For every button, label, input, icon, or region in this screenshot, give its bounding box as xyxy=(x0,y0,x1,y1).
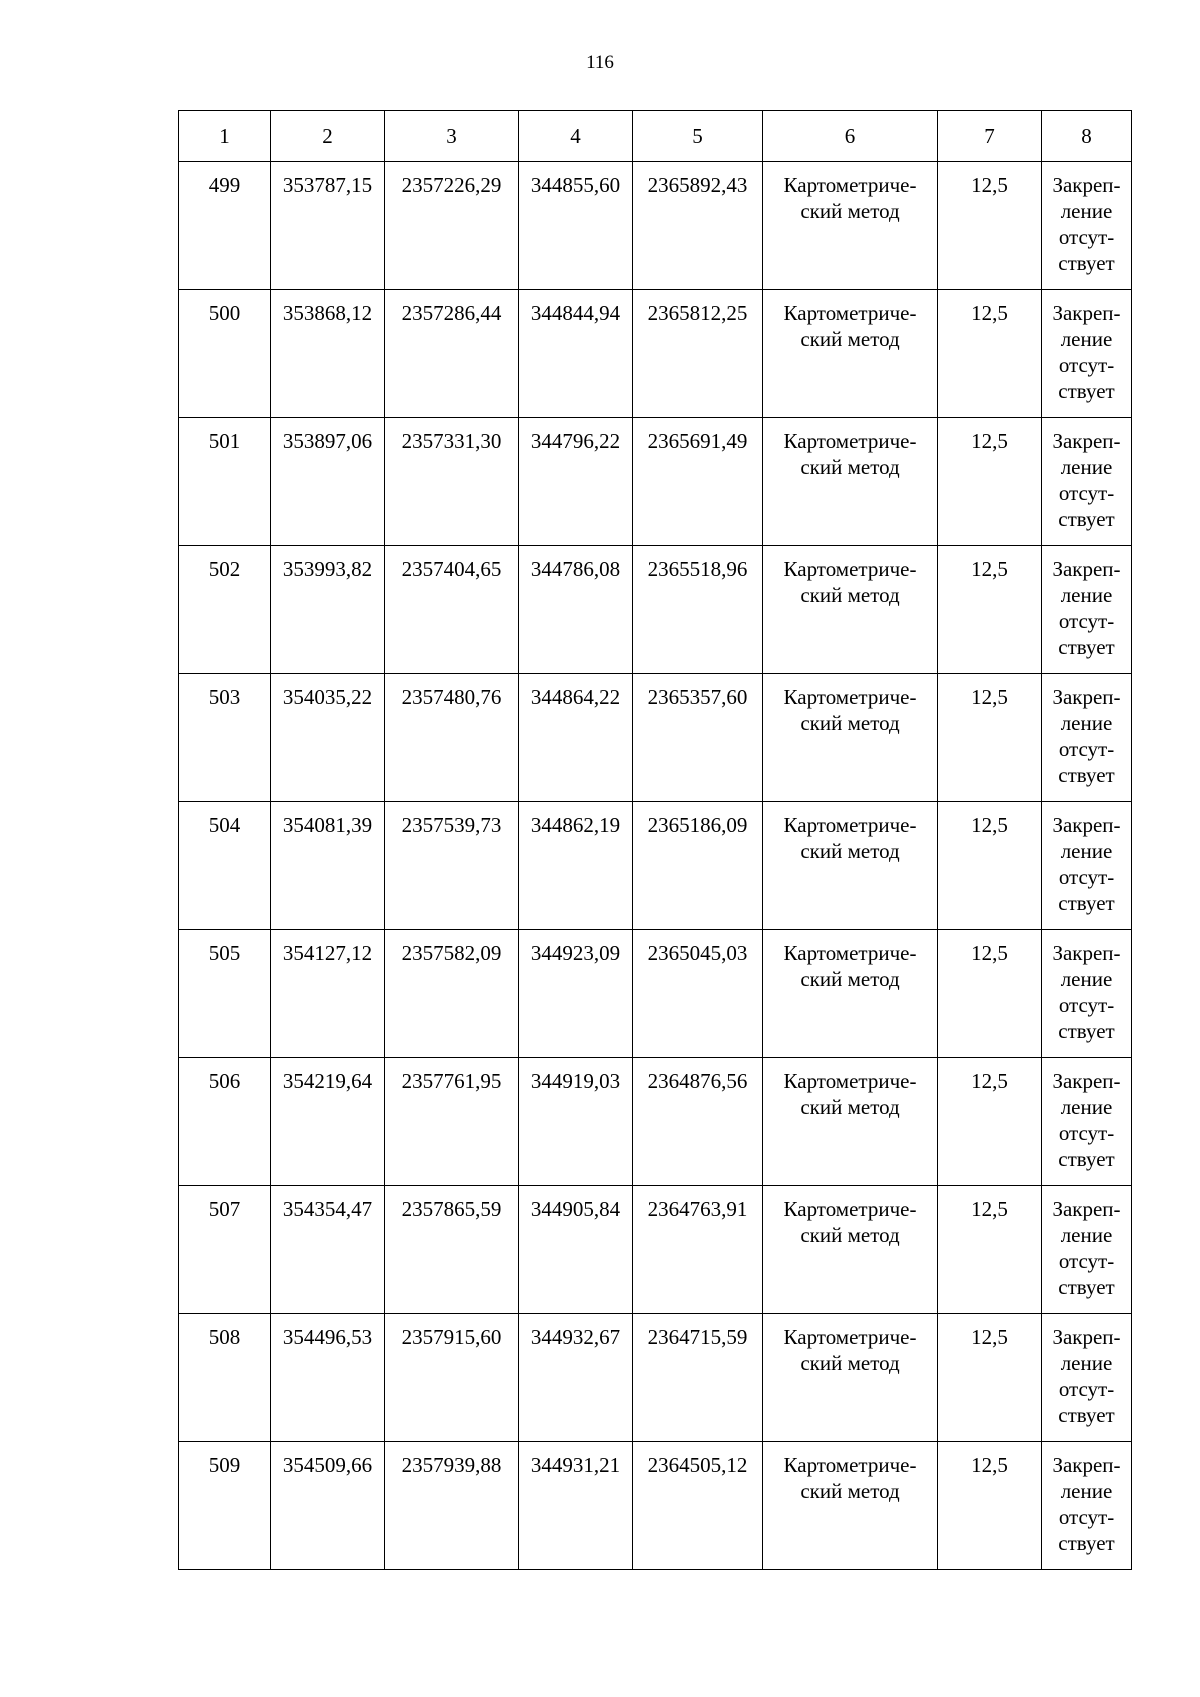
cell-text: Картометриче- ский метод xyxy=(783,557,917,607)
page-number: 116 xyxy=(586,52,614,73)
cell-text: 2357939,88 xyxy=(401,1453,502,1477)
y-old-cell xyxy=(385,1442,519,1570)
cell-text: 2365812,25 xyxy=(647,301,748,325)
y-new-cell xyxy=(633,162,763,290)
y-old-cell xyxy=(385,162,519,290)
cell-text: 12,5 xyxy=(971,941,1008,965)
fixing-cell xyxy=(1042,674,1132,802)
cell-text: 2357286,44 xyxy=(401,301,502,325)
x-old-cell xyxy=(271,674,385,802)
point-number-cell xyxy=(179,1058,271,1186)
cell-text: 354496,53 xyxy=(282,1325,373,1349)
cell-text: 500 xyxy=(208,301,241,325)
point-number-cell xyxy=(179,1314,271,1442)
fixing-cell xyxy=(1042,290,1132,418)
method-cell xyxy=(763,1442,938,1570)
cell-text: 505 xyxy=(208,941,241,965)
x-new-cell xyxy=(519,1058,633,1186)
cell-text: 344932,67 xyxy=(530,1325,621,1349)
table-body xyxy=(179,162,1132,1570)
cell-text: 2357915,60 xyxy=(401,1325,502,1349)
table-row xyxy=(179,930,1132,1058)
point-number-cell xyxy=(179,290,271,418)
cell-text: Картометриче- ский метод xyxy=(783,813,917,863)
x-old-cell xyxy=(271,1058,385,1186)
cell-text: 12,5 xyxy=(971,557,1008,581)
cell-text: 2365045,03 xyxy=(647,941,748,965)
header-cell: 1 xyxy=(179,111,271,162)
method-cell xyxy=(763,930,938,1058)
cell-text: Закреп- ление отсут- ствует xyxy=(1052,1197,1121,1299)
cell-text: 344786,08 xyxy=(530,557,621,581)
cell-text: 12,5 xyxy=(971,173,1008,197)
cell-text: 12,5 xyxy=(971,685,1008,709)
cell-text: 501 xyxy=(208,429,241,453)
y-old-cell xyxy=(385,1186,519,1314)
cell-text: 344796,22 xyxy=(530,429,621,453)
cell-text: Закреп- ление отсут- ствует xyxy=(1052,1453,1121,1555)
cell-text: 12,5 xyxy=(971,1453,1008,1477)
method-cell xyxy=(763,802,938,930)
cell-text: 509 xyxy=(208,1453,241,1477)
cell-text: 353868,12 xyxy=(282,301,373,325)
y-new-cell xyxy=(633,1442,763,1570)
x-new-cell xyxy=(519,162,633,290)
cell-text: 499 xyxy=(208,173,241,197)
x-new-cell xyxy=(519,1442,633,1570)
cell-text: 2365518,96 xyxy=(647,557,748,581)
cell-text: Картометриче- ский метод xyxy=(783,1453,917,1503)
table-row xyxy=(179,674,1132,802)
cell-text: 508 xyxy=(208,1325,241,1349)
cell-text: 344931,21 xyxy=(530,1453,621,1477)
accuracy-cell xyxy=(938,546,1042,674)
cell-text: Закреп- ление отсут- ствует xyxy=(1052,1069,1121,1171)
cell-text: 12,5 xyxy=(971,813,1008,837)
header-cell: 7 xyxy=(938,111,1042,162)
table-row xyxy=(179,1058,1132,1186)
cell-text: 2357539,73 xyxy=(401,813,502,837)
cell-text: 2357404,65 xyxy=(401,557,502,581)
point-number-cell xyxy=(179,546,271,674)
cell-text: 2364505,12 xyxy=(647,1453,748,1477)
header-cell: 6 xyxy=(763,111,938,162)
cell-text: 344862,19 xyxy=(530,813,621,837)
y-new-cell xyxy=(633,290,763,418)
cell-text: 2365691,49 xyxy=(647,429,748,453)
x-new-cell xyxy=(519,546,633,674)
y-new-cell xyxy=(633,802,763,930)
cell-text: 354354,47 xyxy=(282,1197,373,1221)
y-new-cell xyxy=(633,674,763,802)
accuracy-cell xyxy=(938,674,1042,802)
y-old-cell xyxy=(385,674,519,802)
cell-text: Картометриче- ский метод xyxy=(783,429,917,479)
cell-text: 506 xyxy=(208,1069,241,1093)
y-new-cell xyxy=(633,1186,763,1314)
x-old-cell xyxy=(271,290,385,418)
x-new-cell xyxy=(519,418,633,546)
method-cell xyxy=(763,1186,938,1314)
table-row xyxy=(179,290,1132,418)
cell-text: 354127,12 xyxy=(282,941,373,965)
table-header xyxy=(179,111,1132,162)
cell-text: 12,5 xyxy=(971,1069,1008,1093)
cell-text: 12,5 xyxy=(971,429,1008,453)
cell-text: 503 xyxy=(208,685,241,709)
x-old-cell xyxy=(271,418,385,546)
x-new-cell xyxy=(519,930,633,1058)
accuracy-cell xyxy=(938,290,1042,418)
cell-text: 2364876,56 xyxy=(647,1069,748,1093)
accuracy-cell xyxy=(938,418,1042,546)
cell-text: 2357331,30 xyxy=(401,429,502,453)
cell-text: Закреп- ление отсут- ствует xyxy=(1052,1325,1121,1427)
cell-text: Закреп- ление отсут- ствует xyxy=(1052,173,1121,275)
y-old-cell xyxy=(385,1058,519,1186)
accuracy-cell xyxy=(938,1442,1042,1570)
method-cell xyxy=(763,418,938,546)
accuracy-cell xyxy=(938,802,1042,930)
header-cell: 3 xyxy=(385,111,519,162)
cell-text: 507 xyxy=(208,1197,241,1221)
table-row xyxy=(179,1442,1132,1570)
cell-text: 344844,94 xyxy=(530,301,621,325)
cell-text: Картометриче- ский метод xyxy=(783,941,917,991)
coordinates-table xyxy=(178,110,1132,1570)
method-cell xyxy=(763,1058,938,1186)
x-old-cell xyxy=(271,1186,385,1314)
accuracy-cell xyxy=(938,930,1042,1058)
point-number-cell xyxy=(179,162,271,290)
method-cell xyxy=(763,674,938,802)
x-old-cell xyxy=(271,162,385,290)
fixing-cell xyxy=(1042,1442,1132,1570)
cell-text: 344923,09 xyxy=(530,941,621,965)
cell-text: 344855,60 xyxy=(530,173,621,197)
header-cell: 4 xyxy=(519,111,633,162)
header-row xyxy=(179,111,1132,162)
y-old-cell xyxy=(385,1314,519,1442)
cell-text: 2357226,29 xyxy=(401,173,502,197)
point-number-cell xyxy=(179,418,271,546)
fixing-cell xyxy=(1042,546,1132,674)
cell-text: 12,5 xyxy=(971,1325,1008,1349)
cell-text: 354509,66 xyxy=(282,1453,373,1477)
cell-text: Картометриче- ский метод xyxy=(783,1197,917,1247)
x-new-cell xyxy=(519,674,633,802)
cell-text: 2357761,95 xyxy=(401,1069,502,1093)
accuracy-cell xyxy=(938,1314,1042,1442)
cell-text: 353787,15 xyxy=(282,173,373,197)
y-new-cell xyxy=(633,418,763,546)
x-old-cell xyxy=(271,1442,385,1570)
y-new-cell xyxy=(633,1058,763,1186)
accuracy-cell xyxy=(938,162,1042,290)
x-new-cell xyxy=(519,1186,633,1314)
x-old-cell xyxy=(271,546,385,674)
cell-text: Картометриче- ский метод xyxy=(783,301,917,351)
cell-text: Закреп- ление отсут- ствует xyxy=(1052,301,1121,403)
cell-text: 354035,22 xyxy=(282,685,373,709)
y-new-cell xyxy=(633,1314,763,1442)
y-old-cell xyxy=(385,546,519,674)
x-old-cell xyxy=(271,802,385,930)
cell-text: 12,5 xyxy=(971,301,1008,325)
cell-text: 2364715,59 xyxy=(647,1325,748,1349)
accuracy-cell xyxy=(938,1058,1042,1186)
cell-text: Картометриче- ский метод xyxy=(783,1325,917,1375)
fixing-cell xyxy=(1042,418,1132,546)
point-number-cell xyxy=(179,802,271,930)
point-number-cell xyxy=(179,1442,271,1570)
method-cell xyxy=(763,162,938,290)
table-row xyxy=(179,1314,1132,1442)
fixing-cell xyxy=(1042,162,1132,290)
cell-text: Картометриче- ский метод xyxy=(783,1069,917,1119)
cell-text: 12,5 xyxy=(971,1197,1008,1221)
x-old-cell xyxy=(271,1314,385,1442)
y-old-cell xyxy=(385,290,519,418)
table-row xyxy=(179,546,1132,674)
cell-text: Закреп- ление отсут- ствует xyxy=(1052,813,1121,915)
x-old-cell xyxy=(271,930,385,1058)
cell-text: Картометриче- ский метод xyxy=(783,173,917,223)
cell-text: 354081,39 xyxy=(282,813,373,837)
cell-text: 344919,03 xyxy=(530,1069,621,1093)
table-row xyxy=(179,1186,1132,1314)
cell-text: 354219,64 xyxy=(282,1069,373,1093)
cell-text: 2364763,91 xyxy=(647,1197,748,1221)
cell-text: Закреп- ление отсут- ствует xyxy=(1052,941,1121,1043)
point-number-cell xyxy=(179,930,271,1058)
cell-text: 2365186,09 xyxy=(647,813,748,837)
fixing-cell xyxy=(1042,930,1132,1058)
cell-text: 502 xyxy=(208,557,241,581)
cell-text: 2357865,59 xyxy=(401,1197,502,1221)
x-new-cell xyxy=(519,290,633,418)
point-number-cell xyxy=(179,1186,271,1314)
y-old-cell xyxy=(385,418,519,546)
accuracy-cell xyxy=(938,1186,1042,1314)
table-row xyxy=(179,418,1132,546)
cell-text: Закреп- ление отсут- ствует xyxy=(1052,557,1121,659)
cell-text: Закреп- ление отсут- ствует xyxy=(1052,685,1121,787)
cell-text: 353897,06 xyxy=(282,429,373,453)
fixing-cell xyxy=(1042,1058,1132,1186)
table-row xyxy=(179,162,1132,290)
method-cell xyxy=(763,290,938,418)
cell-text: 2357582,09 xyxy=(401,941,502,965)
fixing-cell xyxy=(1042,1186,1132,1314)
cell-text: Картометриче- ский метод xyxy=(783,685,917,735)
header-cell: 5 xyxy=(633,111,763,162)
fixing-cell xyxy=(1042,802,1132,930)
cell-text: 504 xyxy=(208,813,241,837)
cell-text: 344864,22 xyxy=(530,685,621,709)
method-cell xyxy=(763,546,938,674)
cell-text: Закреп- ление отсут- ствует xyxy=(1052,429,1121,531)
method-cell xyxy=(763,1314,938,1442)
y-old-cell xyxy=(385,930,519,1058)
cell-text: 353993,82 xyxy=(282,557,373,581)
point-number-cell xyxy=(179,674,271,802)
x-new-cell xyxy=(519,802,633,930)
x-new-cell xyxy=(519,1314,633,1442)
y-new-cell xyxy=(633,546,763,674)
y-old-cell xyxy=(385,802,519,930)
y-new-cell xyxy=(633,930,763,1058)
cell-text: 344905,84 xyxy=(530,1197,621,1221)
cell-text: 2365357,60 xyxy=(647,685,748,709)
cell-text: 2365892,43 xyxy=(647,173,748,197)
header-cell: 8 xyxy=(1042,111,1132,162)
cell-text: 2357480,76 xyxy=(401,685,502,709)
fixing-cell xyxy=(1042,1314,1132,1442)
header-cell: 2 xyxy=(271,111,385,162)
table-row xyxy=(179,802,1132,930)
